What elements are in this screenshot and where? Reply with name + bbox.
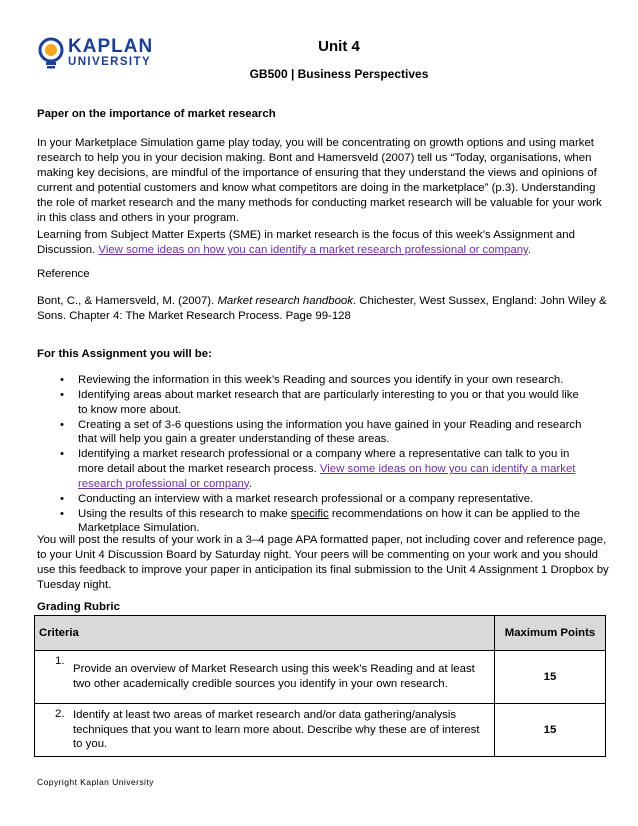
list-item: • Identifying areas about market research that are particularly interesting to you or that you would like to know more about. [60, 389, 579, 416]
points-cell: 15 [495, 704, 606, 757]
copyright-footer: Copyright Kaplan University [37, 777, 154, 787]
sme-text: Learning from Subject Matter Experts (SME) in market research is the focus of this week’s Assignment and Discussion. [37, 229, 575, 256]
table-row [35, 704, 606, 757]
sme-period: . [527, 244, 532, 256]
sme-paragraph [37, 228, 609, 258]
section-heading-intro: Paper on the importance of market research [37, 108, 276, 120]
logo-subtitle: UNIVERSITY [68, 56, 152, 68]
list-item-text: Identifying a market research professional or a company where a representative can talk to you in more detail about the market research process. [78, 448, 570, 476]
assignment-list [56, 373, 586, 537]
closing-paragraph: You will post the results of your work in a 3–4 page APA formatted paper, not including cover and reference page, to your Unit 4 Discussion Board by Saturday night. Your peers will be commenting on your work and you should use this feedback to improve your paper in anticipation its final submission to the Unit 4 Assignment 1 Dropbox by Tuesday night. [37, 534, 609, 591]
criteria-cell [35, 651, 495, 704]
grading-rubric-table [34, 615, 606, 757]
page-title: Unit 4 [318, 38, 360, 55]
list-item-text: Using the results of this research to make [78, 507, 288, 520]
identify-professional-link-2[interactable]: View some ideas on how you can identify a market research professional or company [78, 463, 576, 490]
list-item: • Identifying a market research professional or a company where a representative can talk to you in more detail about the market research process. View some ideas on how you can identify a market research professional or company. [60, 448, 576, 490]
list-item: • Reviewing the information in this week’s Reading and sources you identify in your own research. [60, 374, 564, 386]
list-item: • Creating a set of 3-6 questions using the information you have gained in your Reading and research that will help you gain a greater understanding of these areas. [60, 418, 582, 446]
citation-title: Market research handbook [217, 295, 353, 307]
section-heading-assignment: For this Assignment you will be: [37, 348, 212, 360]
list-item-text: Conducting an interview with a market research professional or a company representative. [78, 492, 534, 505]
citation-authors: Bont, C., & Hamersveld, M. (2007). [37, 295, 215, 307]
table-header-row [35, 616, 606, 651]
reference-citation [37, 294, 609, 324]
row-number: 2. [55, 708, 65, 720]
row-number: 1. [55, 655, 65, 667]
underlined-word: specific [290, 507, 329, 520]
logo-wordmark: KAPLAN [68, 36, 154, 57]
points-cell: 15 [495, 651, 606, 704]
intro-paragraph: In your Marketplace Simulation game play today, you will be concentrating on growth options and using market research to help you in your decision making. Bont and Hamersveld (2007) tell us “Today, organisations, when making key decisions, are mindful of the importance of ensuring that they understand the views and opinions of current and potential customers and know what competitors are doing in the marketplace” (p.3). Understanding the role of market research and the many methods for conducting market research will be valuable for your work in this class and others in your program. [37, 137, 602, 224]
list-item-text: Identifying areas about market research that are particularly interesting to you or that you would like to know more about. [78, 389, 579, 416]
criteria-text: Identify at least two areas of market research and/or data gathering/analysis techniques that you want to learn more about. Describe why these are of interest to you. [73, 709, 480, 751]
list-item-text-end: recommendations on how it can be applied to the Marketplace Simulation. [78, 507, 581, 535]
criteria-cell [35, 704, 495, 757]
identify-professional-link[interactable]: View some ideas on how you can identify a market research professional or company [98, 244, 528, 256]
points-header: Maximum Points [495, 616, 606, 651]
list-item: • Conducting an interview with a market research professional or a company representative. [60, 492, 534, 505]
criteria-text: Provide an overview of Market Research using this week’s Reading and at least two other academically credible sources you identify in your own research. [73, 663, 475, 690]
reference-label: Reference [37, 268, 90, 280]
citation-publisher: . Chichester, West Sussex, England: John Wiley & Sons. Chapter 4: The Market Research Process. Page 99-128 [37, 295, 607, 322]
course-title: GB500 | Business Perspectives [249, 67, 429, 81]
table-row [35, 651, 606, 704]
rubric-heading: Grading Rubric [37, 601, 120, 613]
list-item-text: Reviewing the information in this week’s Reading and sources you identify in your own research. [78, 374, 564, 386]
criteria-header: Criteria [35, 616, 495, 651]
list-item-text: Creating a set of 3-6 questions using the information you have gained in your Reading and research that will help you gain a greater understanding of these areas. [78, 418, 582, 446]
list-item: • Using the results of this research to make specific recommendations on how it can be applied to the Marketplace Simulation. [60, 507, 581, 535]
